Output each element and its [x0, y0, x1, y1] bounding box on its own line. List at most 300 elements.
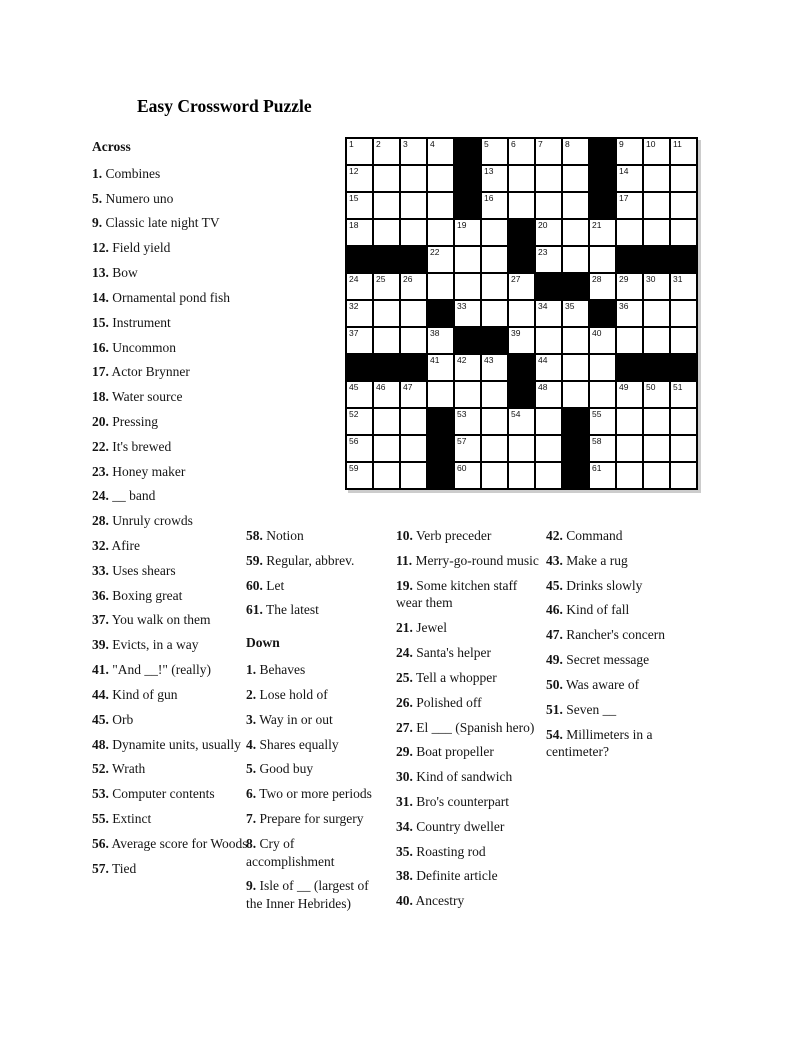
answer-cell-r3c7[interactable]: [508, 192, 535, 219]
answer-cell-r7c3[interactable]: [400, 300, 427, 327]
answer-cell-r8c8[interactable]: [535, 327, 562, 354]
across-clue-17: [92, 363, 252, 381]
clue-text: Rancher's concern: [562, 627, 666, 643]
answer-cell-r7c1[interactable]: [346, 300, 373, 327]
down-clue-35: [396, 843, 539, 861]
clue-text: Bro's counterpart: [412, 793, 510, 809]
cell-number: 41: [430, 355, 440, 365]
across-clue-39: [92, 636, 252, 654]
cell-number: 57: [457, 436, 467, 446]
clue-text: Merry-go-round music: [412, 552, 539, 568]
black-cell-r9c7: [508, 354, 535, 381]
answer-cell-r6c12[interactable]: [643, 273, 670, 300]
answer-cell-r6c13[interactable]: [670, 273, 697, 300]
cell-number: 1: [349, 139, 354, 149]
answer-cell-r1c1[interactable]: [346, 138, 373, 165]
answer-cell-r2c8[interactable]: [535, 165, 562, 192]
clue-text: Ancestry: [412, 893, 465, 909]
cell-number: 48: [538, 382, 548, 392]
answer-cell-r5c9[interactable]: [562, 246, 589, 273]
answer-cell-r13c11[interactable]: [616, 462, 643, 489]
clue-text: Honey maker: [108, 463, 186, 479]
clue-text: Cry of accomplishment: [246, 835, 335, 869]
cell-number: 35: [565, 301, 575, 311]
answer-cell-r12c5[interactable]: [454, 435, 481, 462]
answer-cell-r11c6[interactable]: [481, 408, 508, 435]
answer-cell-r5c5[interactable]: [454, 246, 481, 273]
answer-cell-r10c1[interactable]: [346, 381, 373, 408]
across-clue-9: [92, 214, 252, 232]
answer-cell-r8c2[interactable]: [373, 327, 400, 354]
answer-cell-r3c6[interactable]: [481, 192, 508, 219]
answer-cell-r2c11[interactable]: [616, 165, 643, 192]
clue-text: Boxing great: [108, 587, 183, 603]
answer-cell-r3c9[interactable]: [562, 192, 589, 219]
across-clue-53: [92, 785, 252, 803]
answer-cell-r13c2[interactable]: [373, 462, 400, 489]
answer-cell-r3c2[interactable]: [373, 192, 400, 219]
answer-cell-r5c4[interactable]: [427, 246, 454, 273]
answer-cell-r3c8[interactable]: [535, 192, 562, 219]
clue-text: Instrument: [108, 314, 171, 330]
answer-cell-r10c5[interactable]: [454, 381, 481, 408]
black-cell-r3c5: [454, 192, 481, 219]
answer-cell-r9c6[interactable]: [481, 354, 508, 381]
clue-text: Seven __: [562, 701, 617, 717]
clue-number: 4.: [246, 736, 257, 752]
answer-cell-r2c1[interactable]: [346, 165, 373, 192]
black-cell-r6c8: [535, 273, 562, 300]
across-clue-48: [92, 736, 252, 754]
black-cell-r5c7: [508, 246, 535, 273]
clue-column-down-end: [546, 527, 698, 768]
clue-text: El ___ (Spanish hero): [412, 719, 535, 735]
clue-number: 11.: [396, 552, 413, 568]
clue-number: 54.: [546, 726, 563, 742]
clue-number: 9.: [92, 215, 103, 231]
clue-number: 8.: [246, 835, 257, 851]
answer-cell-r13c8[interactable]: [535, 462, 562, 489]
down-clue-5: [246, 760, 383, 778]
answer-cell-r12c1[interactable]: [346, 435, 373, 462]
clue-text: Good buy: [256, 761, 314, 777]
cell-number: 10: [646, 139, 656, 149]
clue-text: Was aware of: [562, 676, 640, 692]
clue-text: Roasting rod: [412, 843, 486, 859]
answer-cell-r7c12[interactable]: [643, 300, 670, 327]
answer-cell-r1c12[interactable]: [643, 138, 670, 165]
answer-cell-r12c8[interactable]: [535, 435, 562, 462]
clue-number: 5.: [92, 190, 103, 206]
answer-cell-r7c9[interactable]: [562, 300, 589, 327]
answer-cell-r2c13[interactable]: [670, 165, 697, 192]
clue-text: Wrath: [108, 761, 146, 777]
answer-cell-r13c6[interactable]: [481, 462, 508, 489]
answer-cell-r1c7[interactable]: [508, 138, 535, 165]
answer-cell-r4c3[interactable]: [400, 219, 427, 246]
clue-number: 47.: [546, 627, 563, 643]
answer-cell-r12c10[interactable]: [589, 435, 616, 462]
across-clue-20: [92, 413, 252, 431]
clue-number: 19.: [396, 577, 413, 593]
clue-text: Evicts, in a way: [108, 637, 199, 653]
answer-cell-r2c4[interactable]: [427, 165, 454, 192]
answer-cell-r11c1[interactable]: [346, 408, 373, 435]
answer-cell-r3c13[interactable]: [670, 192, 697, 219]
answer-cell-r10c3[interactable]: [400, 381, 427, 408]
answer-cell-r13c7[interactable]: [508, 462, 535, 489]
cell-number: 20: [538, 220, 548, 230]
across-clue-13: [92, 264, 252, 282]
answer-cell-r12c7[interactable]: [508, 435, 535, 462]
cell-number: 29: [619, 274, 629, 284]
answer-cell-r10c4[interactable]: [427, 381, 454, 408]
down-clue-45: [546, 577, 698, 595]
across-clue-24: [92, 487, 252, 505]
answer-cell-r12c3[interactable]: [400, 435, 427, 462]
answer-cell-r1c4[interactable]: [427, 138, 454, 165]
clue-text: Secret message: [562, 652, 650, 668]
across-clue-55: [92, 810, 252, 828]
answer-cell-r7c13[interactable]: [670, 300, 697, 327]
answer-cell-r3c3[interactable]: [400, 192, 427, 219]
cell-number: 26: [403, 274, 413, 284]
answer-cell-r12c12[interactable]: [643, 435, 670, 462]
clue-number: 36.: [92, 587, 109, 603]
answer-cell-r2c12[interactable]: [643, 165, 670, 192]
clue-text: Behaves: [256, 662, 306, 678]
clue-text: Extinct: [108, 810, 152, 826]
answer-cell-r10c8[interactable]: [535, 381, 562, 408]
clue-number: 22.: [92, 438, 109, 454]
black-cell-r7c10: [589, 300, 616, 327]
answer-cell-r13c10[interactable]: [589, 462, 616, 489]
clue-number: 27.: [396, 719, 413, 735]
crossword-grid: [345, 137, 698, 490]
across-clue-56: [92, 835, 252, 853]
clue-number: 33.: [92, 562, 109, 578]
clue-text: Way in or out: [256, 711, 333, 727]
clue-number: 3.: [246, 711, 257, 727]
answer-cell-r4c9[interactable]: [562, 219, 589, 246]
clue-text: Uses shears: [108, 562, 176, 578]
cell-number: 6: [511, 139, 516, 149]
answer-cell-r8c4[interactable]: [427, 327, 454, 354]
answer-cell-r10c9[interactable]: [562, 381, 589, 408]
clue-number: 5.: [246, 761, 257, 777]
clue-text: __ band: [108, 488, 156, 504]
cell-number: 50: [646, 382, 656, 392]
answer-cell-r3c11[interactable]: [616, 192, 643, 219]
answer-cell-r11c10[interactable]: [589, 408, 616, 435]
answer-cell-r6c2[interactable]: [373, 273, 400, 300]
answer-cell-r9c9[interactable]: [562, 354, 589, 381]
answer-cell-r13c3[interactable]: [400, 462, 427, 489]
cell-number: 54: [511, 409, 521, 419]
clue-number: 25.: [396, 669, 413, 685]
answer-cell-r13c5[interactable]: [454, 462, 481, 489]
clue-number: 61.: [246, 602, 263, 618]
clue-number: 7.: [246, 810, 257, 826]
answer-cell-r6c7[interactable]: [508, 273, 535, 300]
clue-text: Tell a whopper: [412, 669, 497, 685]
answer-cell-r8c12[interactable]: [643, 327, 670, 354]
black-cell-r9c11: [616, 354, 643, 381]
answer-cell-r12c2[interactable]: [373, 435, 400, 462]
clue-number: 60.: [246, 577, 263, 593]
down-clue-31: [396, 793, 539, 811]
cell-number: 59: [349, 463, 359, 473]
answer-cell-r11c3[interactable]: [400, 408, 427, 435]
answer-cell-r2c2[interactable]: [373, 165, 400, 192]
answer-cell-r4c2[interactable]: [373, 219, 400, 246]
answer-cell-r13c13[interactable]: [670, 462, 697, 489]
cell-number: 55: [592, 409, 602, 419]
answer-cell-r4c8[interactable]: [535, 219, 562, 246]
answer-cell-r8c10[interactable]: [589, 327, 616, 354]
answer-cell-r9c10[interactable]: [589, 354, 616, 381]
clue-text: Actor Brynner: [108, 364, 190, 380]
black-cell-r9c3: [400, 354, 427, 381]
clue-number: 44.: [92, 686, 109, 702]
clue-text: Polished off: [412, 694, 482, 710]
answer-cell-r2c6[interactable]: [481, 165, 508, 192]
answer-cell-r10c6[interactable]: [481, 381, 508, 408]
page-title: Easy Crossword Puzzle: [137, 96, 312, 116]
clue-text: It's brewed: [108, 438, 172, 454]
clue-number: 52.: [92, 761, 109, 777]
answer-cell-r1c3[interactable]: [400, 138, 427, 165]
answer-cell-r7c2[interactable]: [373, 300, 400, 327]
answer-cell-r12c13[interactable]: [670, 435, 697, 462]
down-clue-51: [546, 701, 698, 719]
clue-number: 18.: [92, 389, 109, 405]
answer-cell-r8c9[interactable]: [562, 327, 589, 354]
answer-cell-r6c6[interactable]: [481, 273, 508, 300]
clue-number: 17.: [92, 364, 109, 380]
answer-cell-r5c8[interactable]: [535, 246, 562, 273]
down-clue-54: [546, 726, 698, 762]
across-clue-60: [246, 577, 383, 595]
clue-text: Pressing: [108, 413, 159, 429]
clue-number: 40.: [396, 893, 413, 909]
across-clue-45: [92, 711, 252, 729]
cell-number: 22: [430, 247, 440, 257]
down-clue-19: [396, 577, 539, 613]
cell-number: 9: [619, 139, 624, 149]
clue-number: 51.: [546, 701, 563, 717]
clue-text: Uncommon: [108, 339, 176, 355]
down-clue-10: [396, 527, 539, 545]
clue-text: Command: [562, 528, 623, 543]
answer-cell-r4c13[interactable]: [670, 219, 697, 246]
across-clue-5: [92, 190, 252, 208]
answer-cell-r9c5[interactable]: [454, 354, 481, 381]
clue-text: Field yield: [108, 240, 171, 256]
cell-number: 47: [403, 382, 413, 392]
clue-number: 49.: [546, 652, 563, 668]
answer-cell-r6c11[interactable]: [616, 273, 643, 300]
answer-cell-r7c8[interactable]: [535, 300, 562, 327]
clue-number: 42.: [546, 528, 563, 543]
across-clue-1: [92, 165, 252, 183]
answer-cell-r8c1[interactable]: [346, 327, 373, 354]
answer-cell-r2c9[interactable]: [562, 165, 589, 192]
black-cell-r5c11: [616, 246, 643, 273]
clue-number: 55.: [92, 810, 109, 826]
clue-number: 37.: [92, 612, 109, 628]
clue-number: 41.: [92, 662, 109, 678]
answer-cell-r5c10[interactable]: [589, 246, 616, 273]
clue-text: Drinks slowly: [562, 577, 643, 593]
clue-number: 39.: [92, 637, 109, 653]
clue-number: 20.: [92, 413, 109, 429]
answer-cell-r1c2[interactable]: [373, 138, 400, 165]
across-clue-15: [92, 314, 252, 332]
answer-cell-r12c6[interactable]: [481, 435, 508, 462]
answer-cell-r4c11[interactable]: [616, 219, 643, 246]
black-cell-r12c4: [427, 435, 454, 462]
answer-cell-r10c2[interactable]: [373, 381, 400, 408]
answer-cell-r11c11[interactable]: [616, 408, 643, 435]
cell-number: 19: [457, 220, 467, 230]
clue-text: Shares equally: [256, 736, 339, 752]
clue-number: 38.: [396, 868, 413, 884]
down-clue-49: [546, 651, 698, 669]
across-clue-59: [246, 552, 383, 570]
across-clue-16: [92, 339, 252, 357]
clue-text: Some kitchen staff wear them: [396, 577, 518, 611]
cell-number: 39: [511, 328, 521, 338]
cell-number: 44: [538, 355, 548, 365]
answer-cell-r10c11[interactable]: [616, 381, 643, 408]
answer-cell-r1c13[interactable]: [670, 138, 697, 165]
across-header: Across: [92, 139, 131, 154]
answer-cell-r1c9[interactable]: [562, 138, 589, 165]
cell-number: 34: [538, 301, 548, 311]
answer-cell-r10c13[interactable]: [670, 381, 697, 408]
answer-cell-r8c3[interactable]: [400, 327, 427, 354]
answer-cell-r8c7[interactable]: [508, 327, 535, 354]
clue-number: 14.: [92, 289, 109, 305]
across-clue-33: [92, 562, 252, 580]
across-clue-36: [92, 587, 252, 605]
answer-cell-r3c4[interactable]: [427, 192, 454, 219]
answer-cell-r4c12[interactable]: [643, 219, 670, 246]
clue-text: Bow: [108, 265, 138, 281]
answer-cell-r11c12[interactable]: [643, 408, 670, 435]
clue-text: Ornamental pond fish: [108, 289, 230, 305]
clue-text: Regular, abbrev.: [262, 552, 355, 568]
answer-cell-r12c11[interactable]: [616, 435, 643, 462]
cell-number: 43: [484, 355, 494, 365]
answer-cell-r6c10[interactable]: [589, 273, 616, 300]
answer-cell-r2c7[interactable]: [508, 165, 535, 192]
answer-cell-r10c12[interactable]: [643, 381, 670, 408]
answer-cell-r6c4[interactable]: [427, 273, 454, 300]
answer-cell-r11c7[interactable]: [508, 408, 535, 435]
answer-cell-r8c13[interactable]: [670, 327, 697, 354]
answer-cell-r7c6[interactable]: [481, 300, 508, 327]
down-clue-46: [546, 601, 698, 619]
clue-number: 45.: [546, 577, 563, 593]
answer-cell-r7c5[interactable]: [454, 300, 481, 327]
answer-cell-r10c10[interactable]: [589, 381, 616, 408]
clue-number: 31.: [396, 793, 413, 809]
black-cell-r9c13: [670, 354, 697, 381]
answer-cell-r11c13[interactable]: [670, 408, 697, 435]
answer-cell-r11c8[interactable]: [535, 408, 562, 435]
answer-cell-r7c11[interactable]: [616, 300, 643, 327]
answer-cell-r4c6[interactable]: [481, 219, 508, 246]
clue-text: Santa's helper: [412, 645, 492, 661]
cell-number: 7: [538, 139, 543, 149]
answer-cell-r6c1[interactable]: [346, 273, 373, 300]
down-clue-42: [546, 527, 698, 545]
cell-number: 61: [592, 463, 602, 473]
cell-number: 60: [457, 463, 467, 473]
across-clue-52: [92, 760, 252, 778]
down-clue-24: [396, 644, 539, 662]
cell-number: 28: [592, 274, 602, 284]
answer-cell-r8c11[interactable]: [616, 327, 643, 354]
clue-text: "And __!" (really): [108, 662, 211, 678]
answer-cell-r5c6[interactable]: [481, 246, 508, 273]
black-cell-r3c10: [589, 192, 616, 219]
answer-cell-r1c8[interactable]: [535, 138, 562, 165]
answer-cell-r9c8[interactable]: [535, 354, 562, 381]
answer-cell-r13c12[interactable]: [643, 462, 670, 489]
answer-cell-r3c1[interactable]: [346, 192, 373, 219]
answer-cell-r11c5[interactable]: [454, 408, 481, 435]
answer-cell-r6c5[interactable]: [454, 273, 481, 300]
down-clue-30: [396, 768, 539, 786]
clue-text: Millimeters in a centimeter?: [546, 726, 653, 760]
across-clue-18: [92, 388, 252, 406]
cell-number: 45: [349, 382, 359, 392]
answer-cell-r2c3[interactable]: [400, 165, 427, 192]
cell-number: 27: [511, 274, 521, 284]
clue-text: Numero uno: [102, 190, 174, 206]
answer-cell-r4c5[interactable]: [454, 219, 481, 246]
down-clue-6: [246, 785, 383, 803]
answer-cell-r4c1[interactable]: [346, 219, 373, 246]
across-clue-41: [92, 661, 252, 679]
clue-number: 16.: [92, 339, 109, 355]
answer-cell-r1c11[interactable]: [616, 138, 643, 165]
answer-cell-r4c10[interactable]: [589, 219, 616, 246]
clue-number: 12.: [92, 240, 109, 256]
answer-cell-r3c12[interactable]: [643, 192, 670, 219]
clue-number: 1.: [92, 165, 103, 181]
answer-cell-r9c4[interactable]: [427, 354, 454, 381]
answer-cell-r13c1[interactable]: [346, 462, 373, 489]
down-clue-43: [546, 552, 698, 570]
clue-text: Country dweller: [412, 818, 505, 834]
cell-number: 52: [349, 409, 359, 419]
cell-number: 42: [457, 355, 467, 365]
answer-cell-r7c7[interactable]: [508, 300, 535, 327]
clue-text: Classic late night TV: [102, 215, 220, 231]
answer-cell-r6c3[interactable]: [400, 273, 427, 300]
down-clue-11: [396, 552, 539, 570]
answer-cell-r4c4[interactable]: [427, 219, 454, 246]
clue-text: Orb: [108, 711, 134, 727]
clue-text: Boat propeller: [412, 744, 494, 760]
answer-cell-r1c6[interactable]: [481, 138, 508, 165]
clue-number: 34.: [396, 818, 413, 834]
answer-cell-r11c2[interactable]: [373, 408, 400, 435]
